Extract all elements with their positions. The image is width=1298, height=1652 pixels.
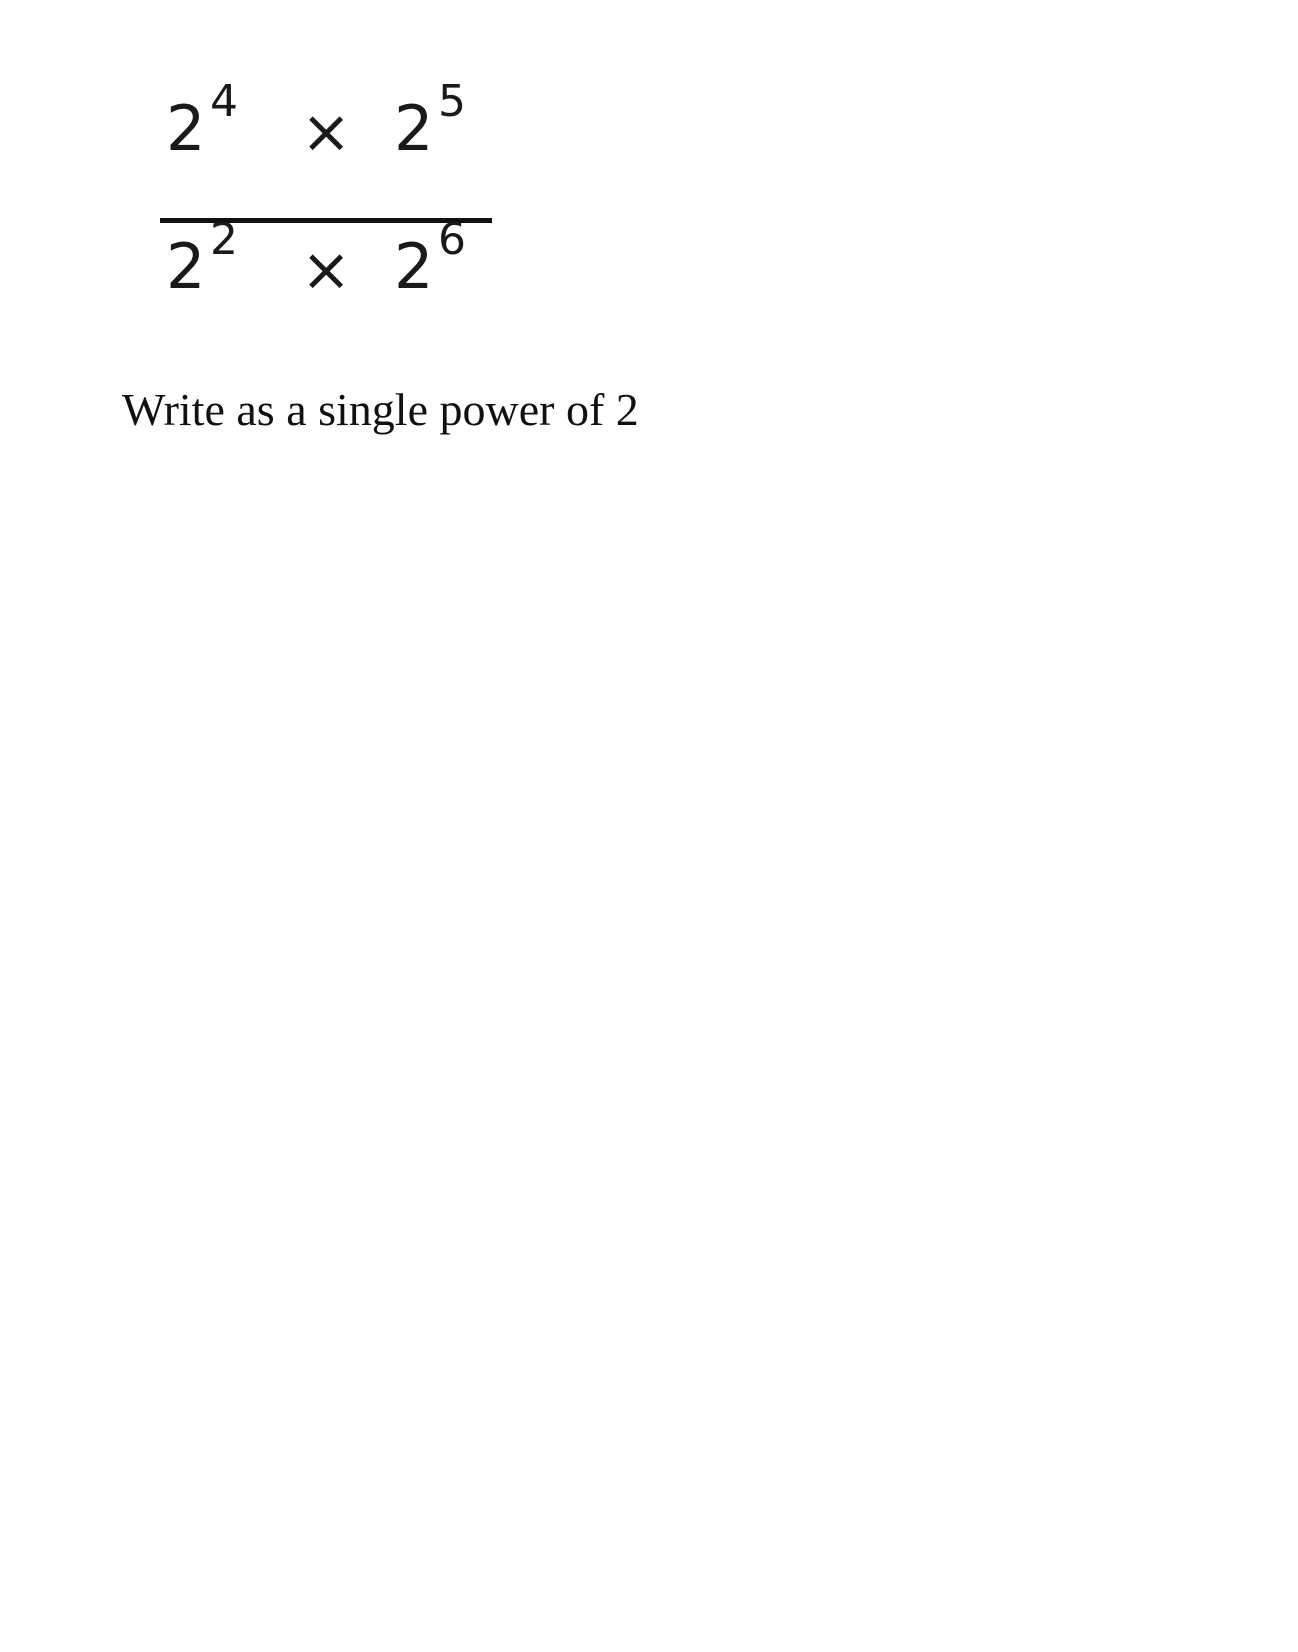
exponent: 4 <box>210 76 238 127</box>
base: 2 <box>166 230 206 303</box>
numerator <box>166 76 486 208</box>
exponent: 5 <box>438 76 466 127</box>
base: 2 <box>394 230 434 303</box>
numerator-term-2 <box>394 76 466 165</box>
question-text: Write as a single power of 2 <box>122 384 639 435</box>
denominator <box>166 214 486 346</box>
exponent: 2 <box>210 214 238 265</box>
denominator-term-1 <box>166 214 238 303</box>
multiply-operator: × <box>301 235 352 305</box>
base: 2 <box>166 92 206 165</box>
exponent: 6 <box>438 214 466 265</box>
numerator-term-1 <box>166 76 238 165</box>
multiply-operator: × <box>301 97 352 167</box>
denominator-term-2 <box>394 214 466 303</box>
base: 2 <box>394 92 434 165</box>
